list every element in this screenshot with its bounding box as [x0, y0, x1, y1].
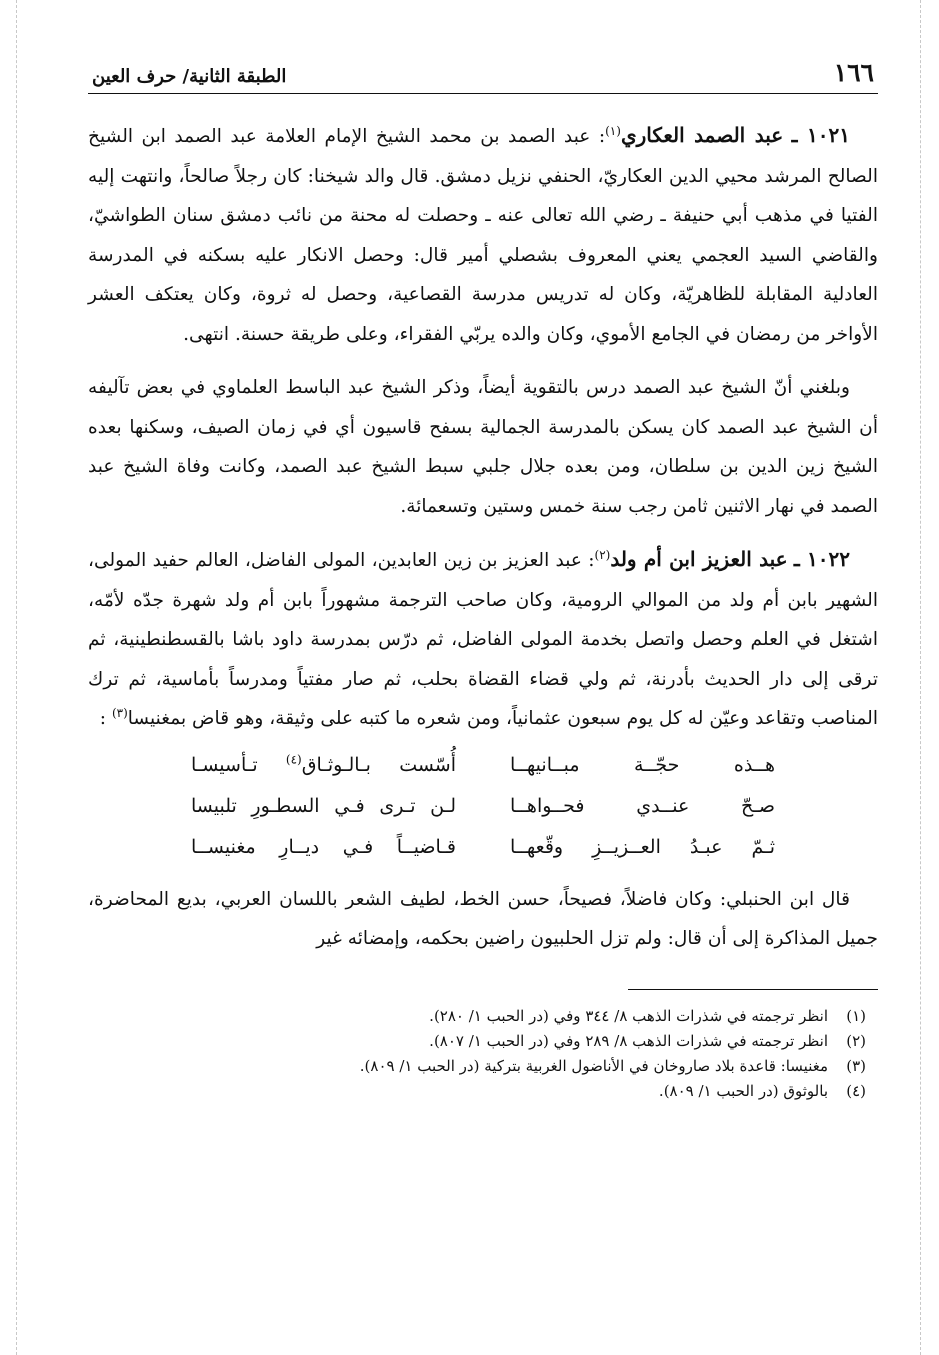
page-guide-left: [16, 0, 17, 1355]
page-header: [88, 58, 878, 94]
footnote: [88, 1029, 878, 1054]
footnote-ref: (١): [605, 123, 621, 138]
footnote: [88, 1004, 878, 1029]
page-body: [88, 116, 878, 959]
entry-text: : عبد العزيز بن زين العابدين، المولى الفاضل، العالم حفيد المولى، الشهير بابن أم ولد من الموالي الرومية، وكان صاحب الترجمة مشهوراً بابن أم ولد شهرة جدّه لأمّه، اشتغل في العلم وحصل واتصل بخدمة المولى الفاضل، ثم درّس بمدرسة داود باشا بالقسطنطينية، ثم ترقى إلى دار الحديث بأدرنة، ثم ولي قضاء القضاة بحلب، ثم صار مفتياً ومدرساً بأماسية، ثم ترك المناصب وتقاعد وعيّن له كل يوم سبعون عثمانياً، ومن شعره ما كتبه على وثيقة، وهو قاض بمغنيسا: [88, 550, 878, 729]
entry-1021-paragraph-2: وبلغني أنّ الشيخ عبد الصمد درس بالتقوية أيضاً، وذكر الشيخ عبد الباسط العلماوي في بعض تآليفه أن الشيخ عبد الصمد كان يسكن بالمدرسة الجمالية بسفح قاسيون أي في زمان الصيف، وسكنها بعده الشيخ زين الدين بن سلطان، ومن بعده جلال جلبي سبط الشيخ عبد الصمد، وكانت وفاة الشيخ عبد الصمد في نهار الاثنين ثامن رجب سنة خمس وستين وتسعمائة.: [88, 377, 878, 517]
footnote-number: (٤): [846, 1081, 866, 1100]
poem-verse: [88, 745, 878, 786]
footnote: [88, 1079, 878, 1104]
footnote-number: (٢): [846, 1031, 866, 1050]
running-title: الطبقة الثانية/ حرف العين: [92, 66, 287, 87]
footnote-ref: (٤): [285, 752, 302, 767]
entry-text: : عبد الصمد بن محمد الشيخ الإمام العلامة عبد الصمد ابن الشيخ الصالح المرشد محيي الدين العكاريّ، الحنفي نزيل دمشق. قال والد شيخنا: كان رجلاً صالحاً، وانتهت إليه الفتيا في مذهب أبي حنيفة ـ رضي الله تعالى عنه ـ وحصلت له محنة من نائب دمشق سنان الطواشيّ، والقاضي السيد العجمي يعني المعروف بشصلي أمير قال: وحصل الانكار عليه بسكنه في المدرسة العادلية المقابلة للظاهريّة، وكان له تدريس مدرسة القصاعية، وحصل له ثروة، وكان يعتكف العشر الأواخر من رمضان في الجامع الأموي، وكان والده يربّي الفقراء، وعلى طريقة حسنة. انتهى.: [88, 126, 878, 345]
poem-verse: [88, 827, 878, 868]
verse-second-hemistich: قـاضيــاً فـي ديــارِ مغنيســا: [191, 835, 456, 858]
verse-first-hemistich: هــذه حجّــة مبــانيهــا: [510, 753, 775, 776]
entry-text-end: :: [99, 708, 107, 729]
footnote-text: بالوثوق (در الحبب ١/ ٨٠٩).: [658, 1081, 828, 1100]
footnote-text: مغنيسا: قاعدة بلاد صاروخان في الأناضول الغربية بتركية (در الحبب ١/ ٨٠٩).: [359, 1056, 828, 1075]
footnote-text: انظر ترجمته في شذرات الذهب ٨/ ٣٤٤ وفي (در الحبب ١/ ٢٨٠).: [429, 1006, 828, 1025]
page-number: ١٦٦: [833, 58, 874, 87]
hemistich-text: تـأسيسـا: [191, 753, 286, 776]
verse-first-hemistich: ثـمّ عبـدُ العــزيــزِ وقّعهــا: [510, 835, 775, 858]
entry-name: عبد الصمد العكاري: [620, 123, 784, 147]
entry-number: ١٠٢٢ ـ: [793, 547, 850, 571]
verse-first-hemistich: صـحّ عنــدي فحــواهــا: [510, 794, 775, 817]
poem: [88, 745, 878, 868]
footnote-text: انظر ترجمته في شذرات الذهب ٨/ ٢٨٩ وفي (در الحبب ١/ ٨٠٧).: [429, 1031, 828, 1050]
footnote: [88, 1054, 878, 1079]
entry-name: عبد العزيز ابن أم ولد: [610, 547, 788, 571]
entry-number: ١٠٢١ ـ: [791, 123, 850, 147]
footnote-rule: [628, 989, 878, 990]
footnote-number: (٣): [846, 1056, 866, 1075]
closing-paragraph: قال ابن الحنبلي: وكان فاضلاً، فصيحاً، حسن الخط، لطيف الشعر باللسان العربي، بديع المحاضرة، جميل المذاكرة إلى أن قال: ولم تزل الحلبيون راضين بحكمه، وإمضائه غير: [88, 888, 878, 949]
page-guide-right: [920, 0, 921, 1355]
book-page: [88, 58, 878, 1104]
footnotes: [88, 1004, 878, 1104]
verse-second-hemistich: [191, 745, 456, 786]
footnote-number: (١): [846, 1006, 866, 1025]
entry-1021-paragraph-1: [88, 116, 878, 354]
footnote-ref: (٣): [111, 705, 128, 720]
footnote-ref: (٢): [594, 547, 611, 562]
poem-verse: [88, 786, 878, 827]
hemistich-text: أُسّست بـالـوثـاق: [301, 753, 456, 776]
verse-second-hemistich: لـن تـرى فـي السطـورِ تلبيسا: [191, 794, 456, 817]
entry-1022-paragraph-1: [88, 540, 878, 739]
